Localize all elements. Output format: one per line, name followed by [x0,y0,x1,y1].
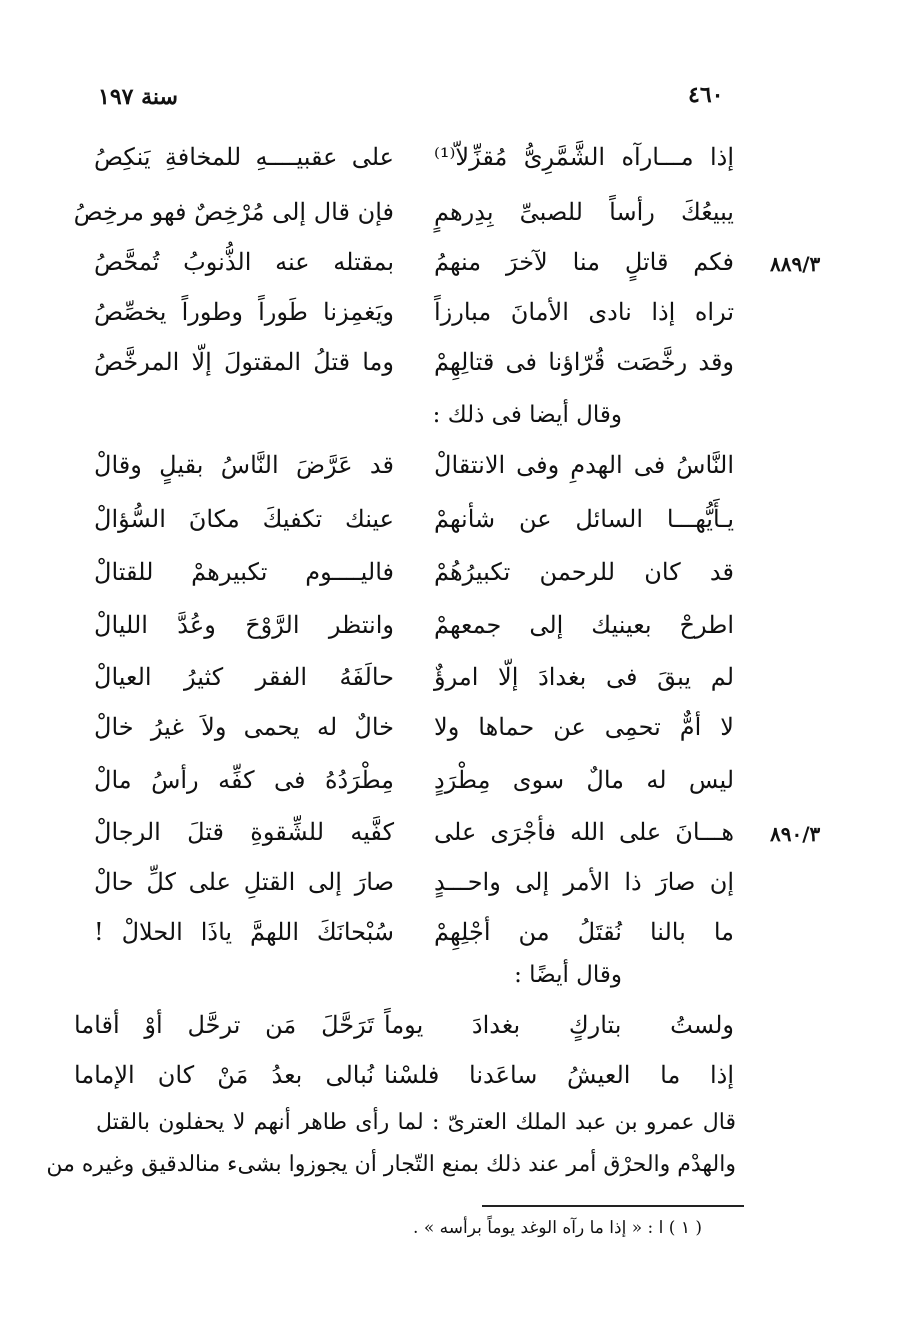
verse-hemistich-first: فكم قاتلٍ منا لآخرَ منهمُ [434,248,734,276]
verse-hemistich-second: تَرَحَّلَ مَن ترحَّل أوْ أقاما [74,1011,374,1039]
verse-hemistich-second: ويَغمِزنا طَوراً وطوراً يخصِّصُ [94,298,394,326]
verse-hemistich-second: نُبالى بعدُ مَنْ كان الإماما [74,1061,374,1089]
verse-hemistich-first: إن صارَ ذا الأمر إلى واحـــدٍ [434,868,734,896]
footnote: ( ١ ) ا : « إذا ما رآه الوغد يوماً برأسه » . [413,1218,702,1238]
verse-hemistich-first: النَّاسُ فى الهدمِ وفى الانتقالْ [434,451,734,479]
footnote-divider [482,1205,744,1207]
verse-hemistich-second: قد عَرَّضَ النَّاسُ بقيلٍ وقالْ [94,451,394,479]
verse-hemistich-second: على عقبيــــهِ للمخافةِ يَنكِصُ [94,143,394,171]
verse-hemistich-second: وما قتلُ المقتولَ إلّا المرخَّصُ [94,348,394,376]
verse-hemistich-second: حالَفَهُ الفقر كثيرُ العيالْ [94,663,394,691]
margin-reference: ٨٩٠/٣ [770,822,821,846]
margin-reference: ٨٨٩/٣ [770,252,821,276]
running-header-year: سنة ١٩٧ [98,84,178,110]
verse-hemistich-first: إذا مـــارآه الشَّمَّرِىُّ مُقزِّلاّ⁽¹⁾ [434,143,734,171]
verse-hemistich-second: عينك تكفيكَ مكانَ السُّؤالْ [94,505,394,533]
verse-hemistich-first: ليس له مالٌ سوى مِطْرَدٍ [434,766,734,794]
verse-hemistich-first: وقد رخَّصَت قُرّاؤنا فى قتالِهِمْ [434,348,734,376]
verse-hemistich-first: ما بالنا نُقتَلُ من أجْلِهِمْ [434,918,734,946]
verse-hemistich-first: ولستُ بتاركٍ بغدادَ يوماً [384,1011,734,1039]
verse-hemistich-first: تراه إذا نادى الأمانَ مبارزاً [434,298,734,326]
verse-hemistich-first: يـأَيُّهـــا السائل عن شأنهمْ [434,505,734,533]
verse-hemistich-first: اطرحْ بعينيك إلى جمعهمْ [434,611,734,639]
verse-hemistich-first: هـــانَ على الله فأجْرَى على [434,818,734,846]
verse-hemistich-second: صارَ إلى القتلِ على كلِّ حالْ [94,868,394,896]
prose-line: قال عمرو بن عبد الملك العترىّ : لما رأى طاهر أنهم لا يحفلون بالقتل [96,1110,736,1135]
verse-hemistich-first: لا أمٌّ تحمِى عن حماها ولا [434,713,734,741]
poem-introduction: وقال أيضًا : [514,962,622,988]
verse-hemistich-second: مِطْرَدُهُ فى كفِّه رأسُ مالْ [94,766,394,794]
prose-line: والهدْم والحرْق أمر عند ذلك بمنع التّجار أن يجوزوا بشىء منالدقيق وغيره من [46,1152,736,1177]
verse-hemistich-first: إذا ما العيشُ ساعَدنا فلسْنا [384,1061,734,1089]
verse-hemistich-second: بمقتله عنه الذُّنوبُ تُمحَّصُ [94,248,394,276]
verse-hemistich-first: قد كان للرحمن تكبيرُهُمْ [434,558,734,586]
verse-hemistich-second: وانتظر الرَّوْحَ وعُدَّ الليالْ [94,611,394,639]
verse-hemistich-second: فإن قال إلى مُرْخِصٌ فهو مرخِصُ [73,198,394,226]
page-number: ٤٦٠ [688,82,724,108]
verse-hemistich-first: يبيعُكَ رأساً للصبىِّ بِدِرهمٍ [434,198,734,226]
poem-introduction: وقال أيضا فى ذلك : [432,402,622,428]
verse-hemistich-second: خالٌ له يحمى ولاَ غيرُ خالْ [94,713,394,741]
verse-hemistich-second: كفَّيه للشِّقوةِ قتلَ الرجالْ [94,818,394,846]
verse-hemistich-first: لم يبقَ فى بغدادَ إلّا امرؤٌ [434,663,734,691]
verse-hemistich-second: فاليــــوم تكبيرهمْ للقتالْ [94,558,394,586]
verse-hemistich-second: سُبْحانَكَ اللهمَّ ياذَا الحلالْ ! [94,918,394,946]
